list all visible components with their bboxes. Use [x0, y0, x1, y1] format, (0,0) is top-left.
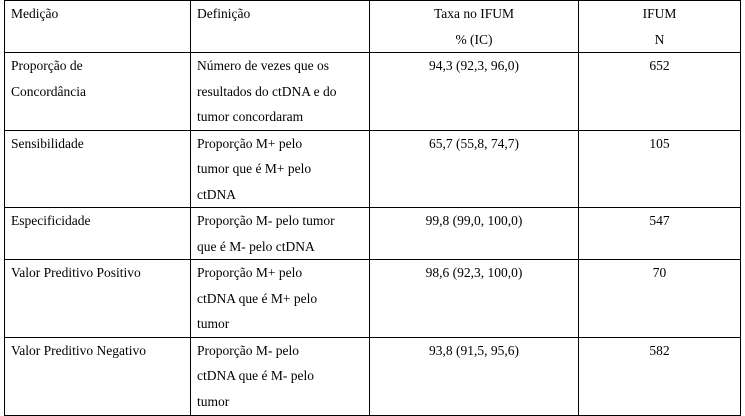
header-definicao: [191, 1, 370, 53]
cell-n-value: 105: [649, 135, 670, 151]
cell-definicao-line: Proporção M+ pelo: [197, 265, 303, 280]
cell-medicao-line: Valor Preditivo Positivo: [11, 265, 141, 280]
cell-medicao: [5, 337, 191, 415]
cell-taxa-value: 94,3 (92,3, 96,0): [429, 58, 519, 73]
header-taxa-line1: Taxa no IFUM: [433, 6, 515, 21]
cell-medicao-line: Especificidade: [11, 213, 91, 228]
header-medicao: [5, 1, 191, 53]
cell-taxa: [370, 130, 579, 208]
cell-n-value: 547: [649, 213, 670, 228]
cell-definicao-line: Proporção M- pelo tumor: [197, 213, 335, 228]
cell-taxa: [370, 337, 579, 415]
table-row: [5, 53, 741, 131]
cell-medicao-line: Concordância: [11, 83, 86, 99]
cell-medicao: [5, 53, 191, 131]
cell-definicao-line: Proporção M+ pelo: [197, 135, 303, 151]
cell-taxa-value: 99,8 (99,0, 100,0): [425, 213, 523, 228]
cell-medicao: [5, 130, 191, 208]
cell-definicao: [191, 53, 370, 131]
cell-taxa-value: 98,6 (92,3, 100,0): [425, 265, 523, 280]
cell-definicao-line: que é M- pelo ctDNA: [197, 238, 315, 254]
cell-definicao: [191, 337, 370, 415]
results-table: [4, 0, 741, 416]
cell-taxa: [370, 53, 579, 131]
table-row: [5, 130, 741, 208]
cell-n-value: 70: [652, 265, 667, 280]
cell-n: [579, 260, 741, 338]
cell-definicao-line: ctDNA que é M+ pelo: [197, 290, 318, 306]
header-ifum-line1: IFUM: [642, 6, 677, 21]
table-row: [5, 208, 741, 260]
cell-definicao-line: ctDNA que é M- pelo: [197, 368, 314, 383]
cell-definicao-line: Proporção M- pelo: [197, 342, 299, 358]
cell-taxa-value: 93,8 (91,5, 95,6): [429, 342, 519, 358]
header-row: [5, 1, 741, 53]
cell-n: [579, 337, 741, 415]
cell-taxa-value: 65,7 (55,8, 74,7): [429, 135, 519, 151]
cell-definicao-line: Número de vezes que os: [197, 58, 329, 73]
cell-definicao: [191, 208, 370, 260]
cell-definicao-line: tumor: [197, 316, 230, 331]
cell-definicao-line: tumor concordaram: [197, 109, 304, 124]
cell-n: [579, 130, 741, 208]
table-row: [5, 260, 741, 338]
cell-n-value: 582: [649, 342, 670, 358]
cell-taxa: [370, 260, 579, 338]
header-taxa: [370, 1, 579, 53]
table-row: [5, 337, 741, 415]
cell-medicao: [5, 208, 191, 260]
header-ifum-line2: N: [654, 31, 665, 47]
cell-medicao-line: Sensibilidade: [11, 135, 84, 151]
cell-n: [579, 53, 741, 131]
header-ifum: [579, 1, 741, 53]
cell-definicao-line: ctDNA: [197, 186, 236, 202]
cell-medicao-line: Proporção de: [11, 58, 83, 73]
header-taxa-line2: % (IC): [455, 31, 493, 47]
header-definicao-text: Definição: [197, 6, 251, 21]
cell-definicao-line: tumor que é M+ pelo: [197, 161, 312, 176]
cell-definicao: [191, 130, 370, 208]
cell-n-value: 652: [649, 58, 670, 73]
cell-medicao-line: Valor Preditivo Negativo: [11, 342, 146, 358]
cell-medicao: [5, 260, 191, 338]
cell-definicao-line: tumor: [197, 393, 230, 409]
cell-n: [579, 208, 741, 260]
header-medicao-text: Medição: [11, 6, 59, 21]
cell-taxa: [370, 208, 579, 260]
cell-definicao: [191, 260, 370, 338]
cell-definicao-line: resultados do ctDNA e do: [197, 83, 337, 99]
